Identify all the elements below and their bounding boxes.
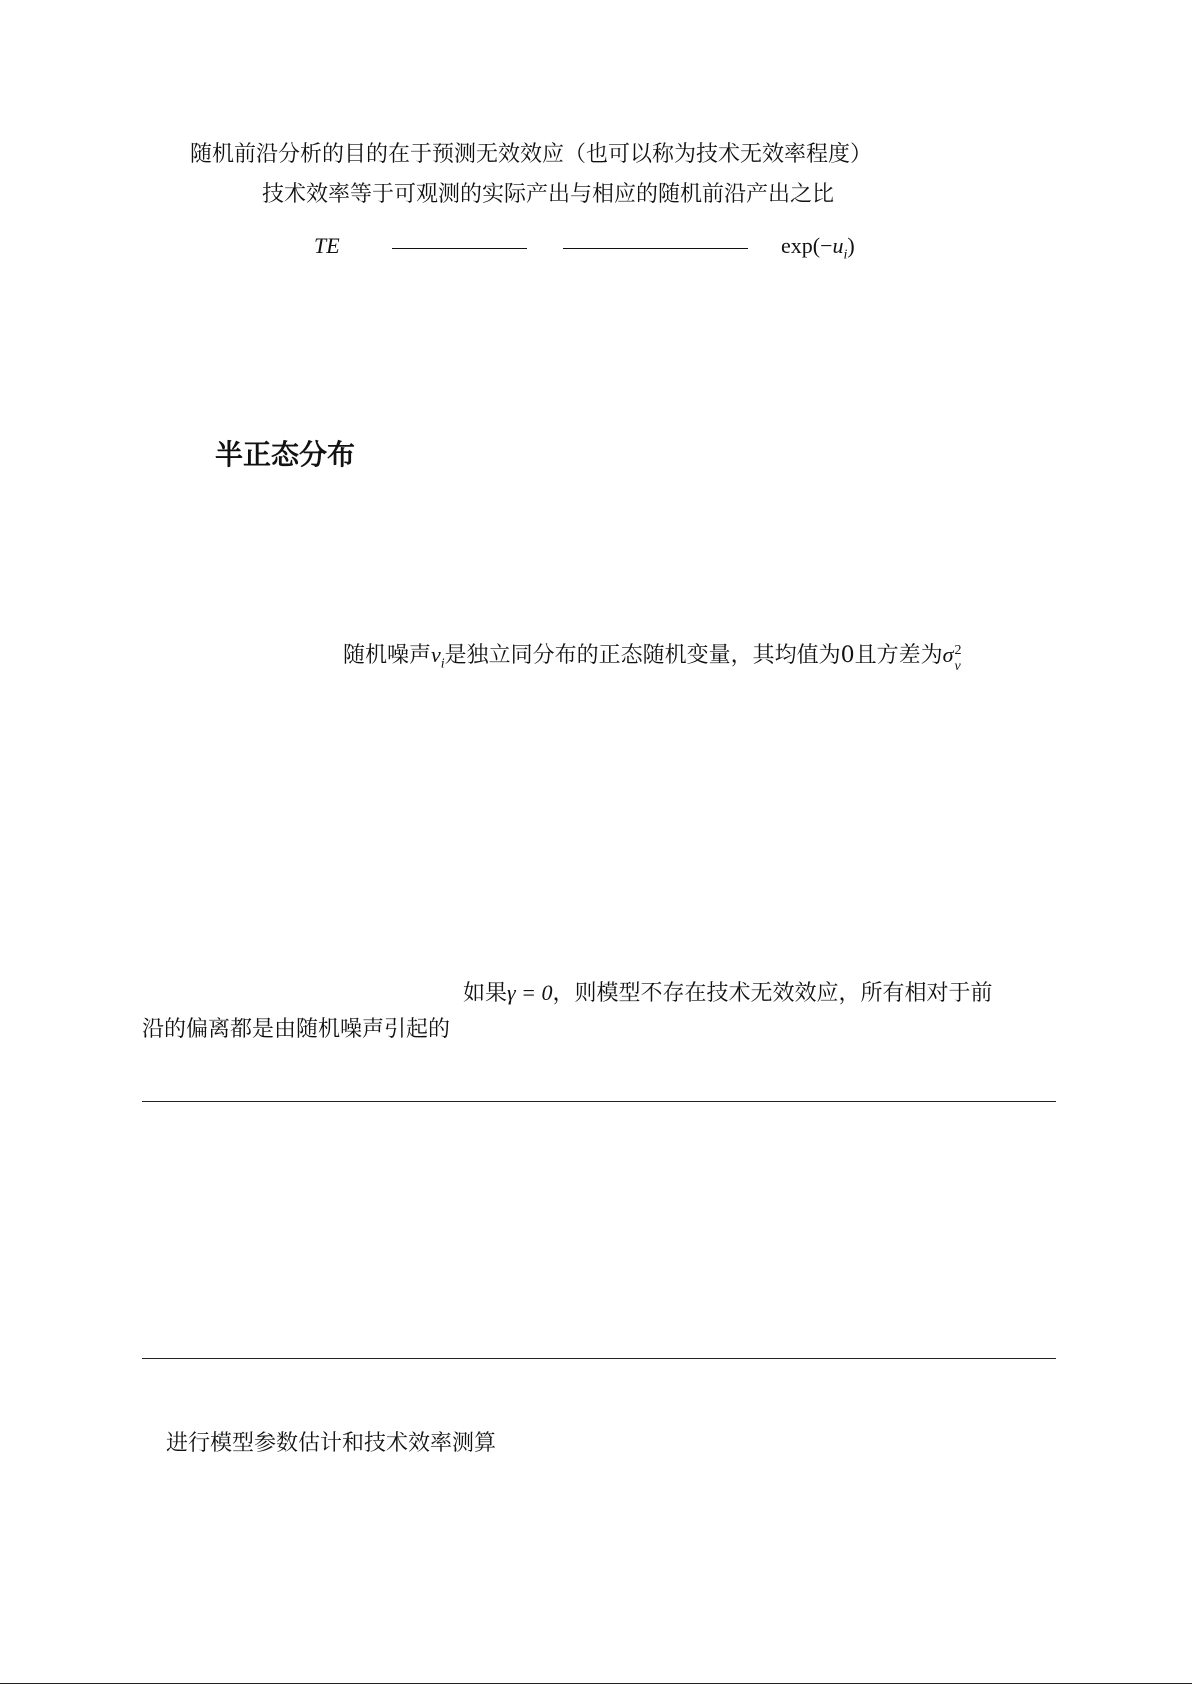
gamma-line-1 [463,978,993,1009]
v-subscript: i [440,656,445,672]
sigma-scripts: 2 v [954,643,962,674]
intro-line-2: 技术效率等于可观测的实际产出与相应的随机前沿产出之比 [262,182,835,207]
equation-lhs: TE [314,233,340,258]
sigma-symbol: σ [942,642,954,667]
exp-function: exp [781,233,813,258]
fraction-bar-2 [563,248,748,249]
exp-open-paren: (− [812,233,833,258]
fraction-bar-1 [392,248,527,249]
u-subscript: i [843,247,848,263]
gamma-post: ，则模型不存在技术无效效应，所有相对于前 [552,981,993,1006]
exp-close-paren: ) [847,233,855,258]
horizontal-rule-2 [142,1358,1056,1359]
bottom-edge-rule [0,1683,1192,1684]
gamma-line-2: 沿的偏离都是由随机噪声引起的 [142,1017,451,1042]
horizontal-rule-1 [142,1101,1056,1102]
section-heading: 半正态分布 [215,438,356,471]
gamma-expression: γ = 0 [507,980,553,1005]
noise-sentence [343,640,964,674]
closing-line: 进行模型参数估计和技术效率测算 [166,1431,497,1456]
u-variable: u [832,233,844,258]
intro-line-1: 随机前沿分析的目的在于预测无效效应（也可以称为技术无效率程度） [190,142,873,167]
noise-text-mid: 是独立同分布的正态随机变量，其均值为0且方差为 [444,643,943,668]
equation-rhs [781,231,855,261]
gamma-pre: 如果 [463,981,508,1006]
noise-text-pre: 随机噪声 [343,643,432,668]
v-variable: v [431,642,441,667]
